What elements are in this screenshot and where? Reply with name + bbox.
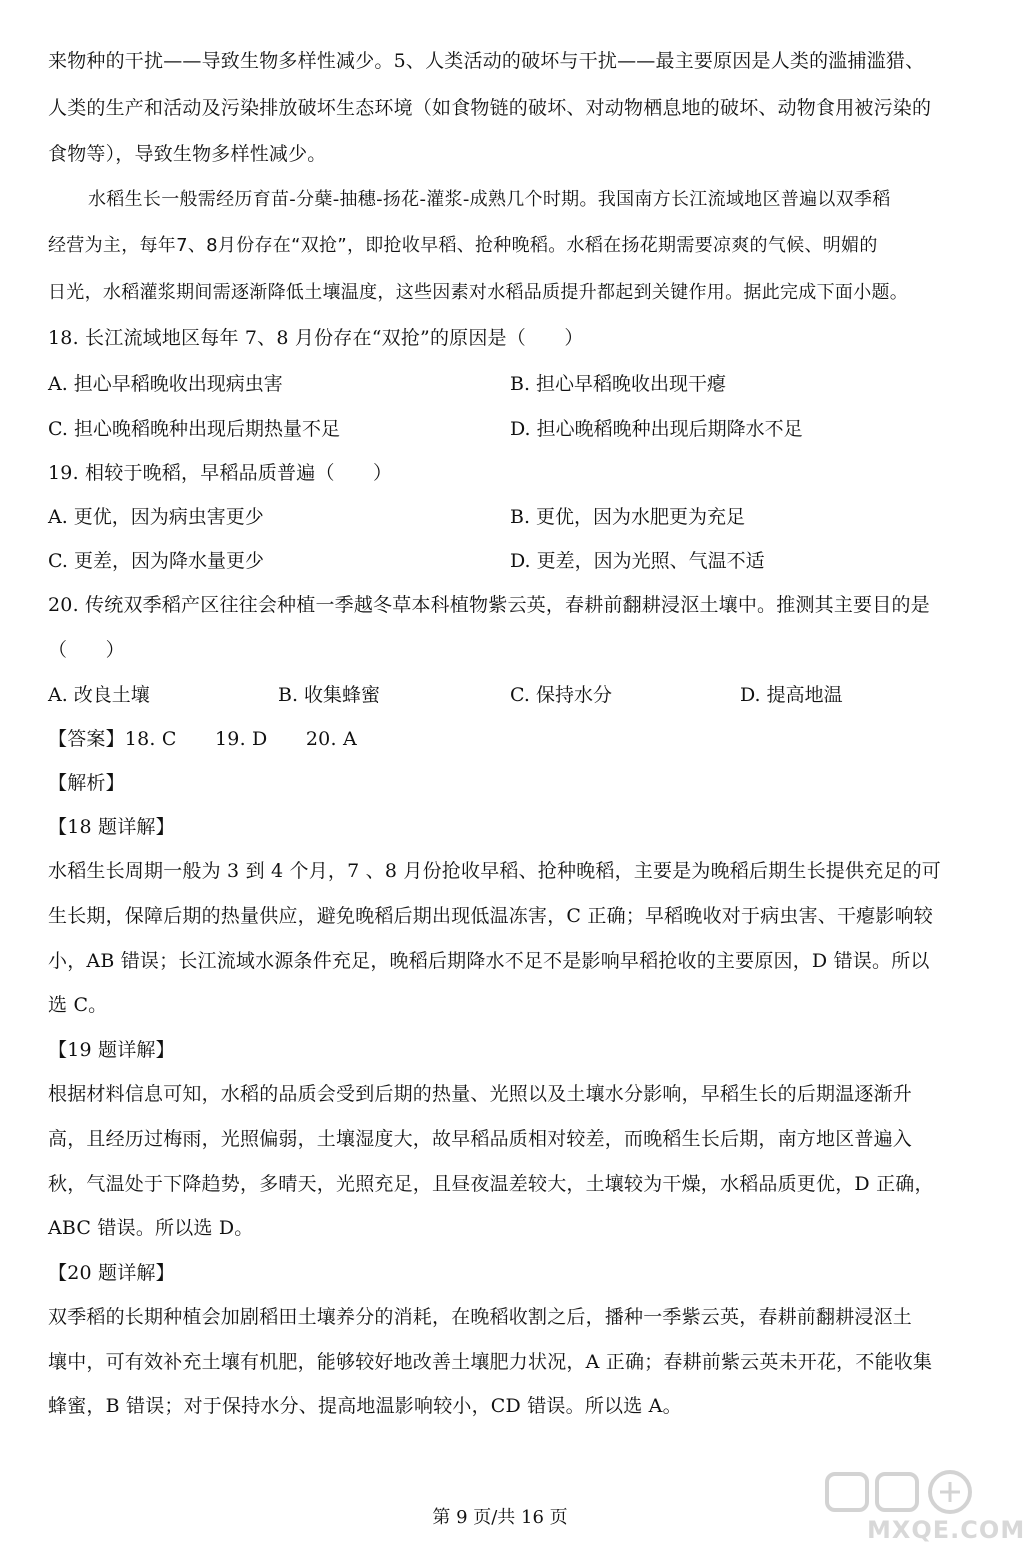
question-18-option-d: D. 担心晚稻晚种出现后期降水不足 (510, 418, 803, 440)
answer-line: 【答案】18. C 19. D 20. A (48, 728, 357, 750)
detail-19-line-4: ABC 错误。所以选 D。 (48, 1217, 254, 1239)
detail-18-heading: 【18 题详解】 (48, 816, 175, 838)
question-19-stem: 19. 相较于晚稻，早稻品质普遍（ ） (48, 462, 393, 484)
detail-20-heading: 【20 题详解】 (48, 1262, 175, 1284)
intro-line-1: 来物种的干扰——导致生物多样性减少。5、人类活动的破坏与干扰——最主要原因是人类的滥捕滥猎、 (48, 50, 925, 72)
detail-19-heading: 【19 题详解】 (48, 1039, 175, 1061)
question-20-option-c: C. 保持水分 (510, 684, 612, 706)
question-20-option-d: D. 提高地温 (740, 684, 843, 706)
intro-line-2: 人类的生产和活动及污染排放破坏生态环境（如食物链的破坏、对动物栖息地的破坏、动物食用被污染的 (48, 97, 932, 119)
question-20-option-b: B. 收集蜂蜜 (278, 684, 381, 706)
detail-20-line-2: 壤中，可有效补充土壤有机肥，能够较好地改善土壤肥力状况，A 正确；春耕前紫云英未开花，不能收集 (48, 1351, 933, 1373)
question-20-option-a: A. 改良土壤 (48, 684, 150, 706)
question-18-stem: 18. 长江流域地区每年 7、8 月份存在“双抢”的原因是（ ） (48, 327, 584, 349)
detail-18-line-3: 小，AB 错误；长江流域水源条件充足，晚稻后期降水不足不是影响早稻抢收的主要原因，D 错误。所以 (48, 950, 930, 972)
material-line-1: 水稻生长一般需经历育苗-分蘖-抽穗-扬花-灌浆-成熟几个时期。我国南方长江流域地区普遍以双季稻 (88, 189, 891, 210)
detail-18-line-1: 水稻生长周期一般为 3 到 4 个月，7 、8 月份抢收早稻、抢种晚稻，主要是为晚稻后期生长提供充足的可 (48, 860, 941, 882)
question-19-option-b: B. 更优，因为水肥更为充足 (510, 506, 746, 528)
detail-19-line-2: 高，且经历过梅雨，光照偏弱，土壤湿度大，故早稻品质相对较差，而晚稻生长后期，南方地区普遍入 (48, 1128, 913, 1150)
detail-19-line-1: 根据材料信息可知，水稻的品质会受到后期的热量、光照以及土壤水分影响，早稻生长的后期温逐渐升 (48, 1083, 913, 1105)
analysis-label: 【解析】 (48, 772, 125, 794)
detail-20-line-1: 双季稻的长期种植会加剧稻田土壤养分的消耗，在晚稻收割之后，播种一季紫云英，春耕前翻耕浸沤土 (48, 1306, 913, 1328)
detail-19-line-3: 秋，气温处于下降趋势，多晴天，光照充足，且昼夜温差较大，土壤较为干燥，水稻品质更优，D 正确， (48, 1173, 934, 1195)
question-19-option-c: C. 更差，因为降水量更少 (48, 550, 264, 572)
material-line-2: 经营为主，每年7、8月份存在“双抢”，即抢收早稻、抢种晚稻。水稻在扬花期需要凉爽的气候、明媚的 (48, 235, 878, 256)
intro-line-3: 食物等），导致生物多样性减少。 (48, 143, 327, 165)
question-18-option-a: A. 担心早稻晚收出现病虫害 (48, 373, 283, 395)
question-18-option-c: C. 担心晚稻晚种出现后期热量不足 (48, 418, 340, 440)
detail-20-line-3: 蜂蜜，B 错误；对于保持水分、提高地温影响较小，CD 错误。所以选 A。 (48, 1395, 682, 1417)
page-footer: 第 9 页/共 16 页 (432, 1507, 568, 1528)
watermark-site: MXQE.COM (867, 1516, 1025, 1544)
watermark-icon (805, 1468, 990, 1518)
detail-18-line-4: 选 C。 (48, 994, 108, 1016)
watermark-logo (805, 1468, 1025, 1548)
material-line-3: 日光，水稻灌浆期间需逐渐降低土壤温度，这些因素对水稻品质提升都起到关键作用。据此完成下面小题。 (48, 282, 909, 303)
question-20-stem-cont: （ ） (48, 639, 125, 661)
question-19-option-d: D. 更差，因为光照、气温不适 (510, 550, 765, 572)
question-20-stem: 20. 传统双季稻产区往往会种植一季越冬草本科植物紫云英，春耕前翻耕浸沤土壤中。推测其主要目的是 (48, 594, 930, 616)
question-18-option-b: B. 担心早稻晚收出现干瘪 (510, 373, 727, 395)
question-19-option-a: A. 更优，因为病虫害更少 (48, 506, 264, 528)
detail-18-line-2: 生长期，保障后期的热量供应，避免晚稻后期出现低温冻害，C 正确；早稻晚收对于病虫害、干瘪影响较 (48, 905, 933, 927)
